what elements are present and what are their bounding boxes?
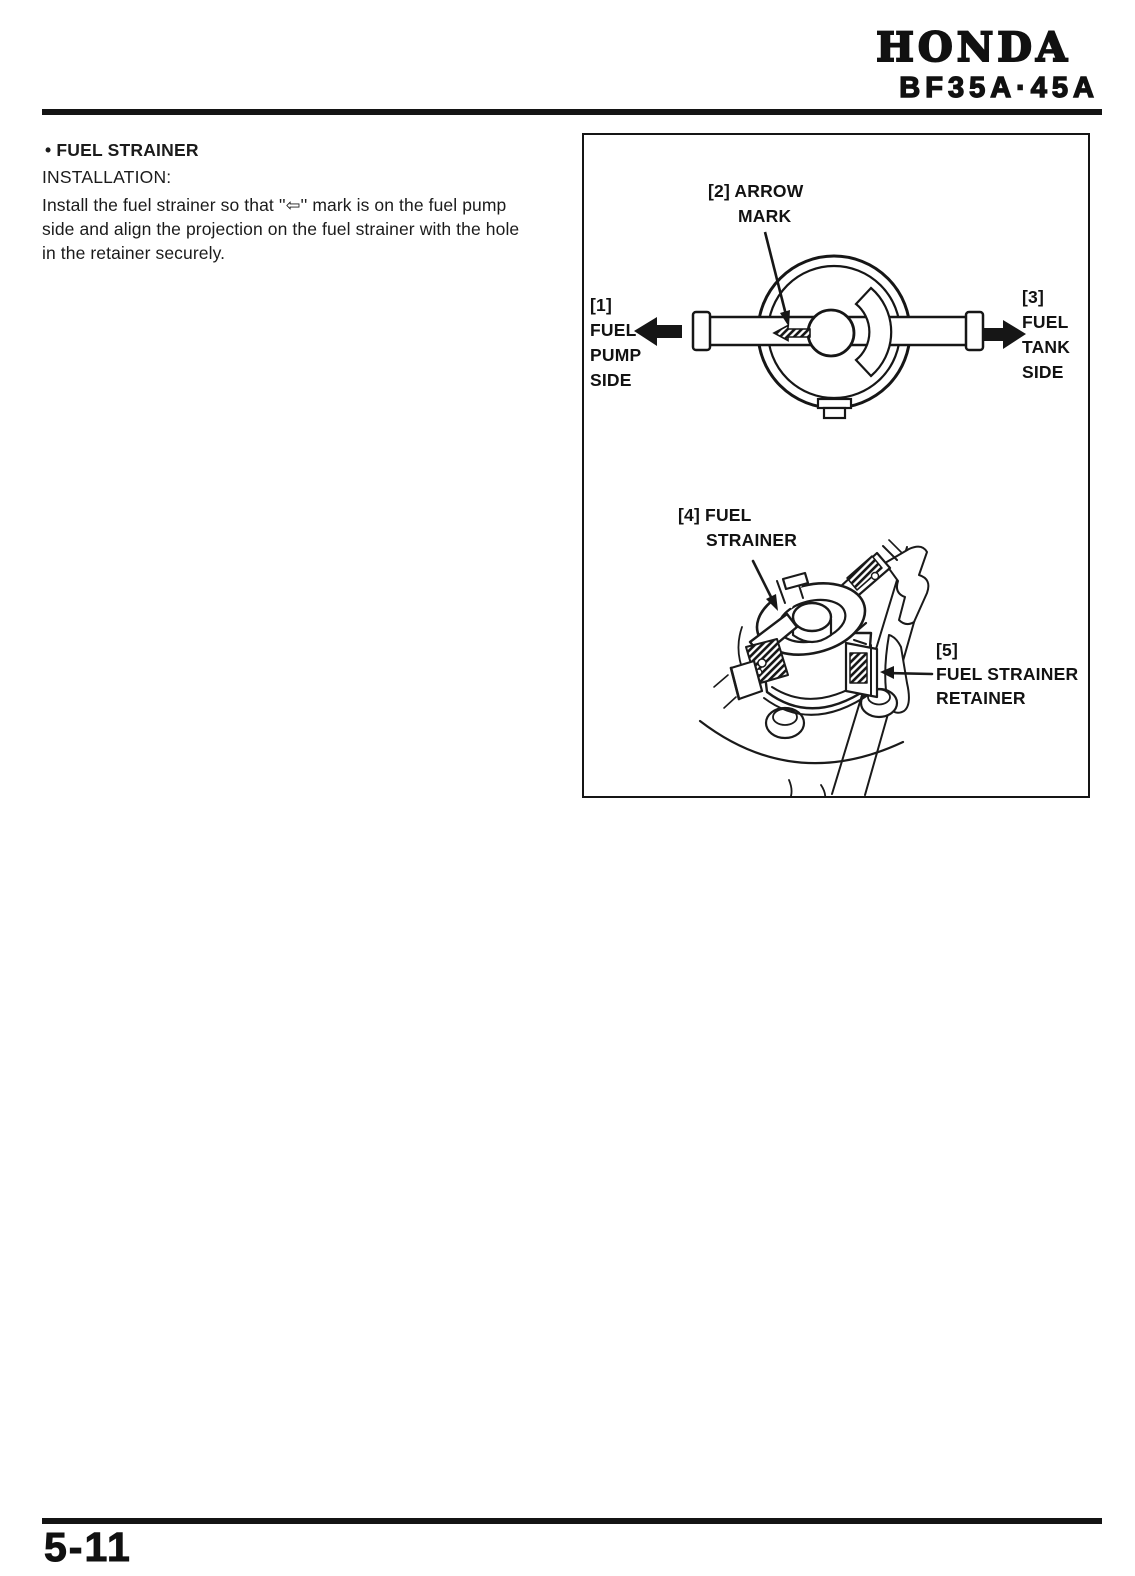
figure-box bbox=[582, 133, 1090, 798]
label-line: MARK bbox=[738, 206, 792, 226]
page-number: 5-11 bbox=[44, 1524, 132, 1570]
label-line: FUEL bbox=[590, 320, 637, 340]
label-line: [2] ARROW bbox=[708, 181, 804, 201]
fuel-strainer-installed-view-diagram bbox=[700, 540, 932, 796]
honda-logo: HONDA bbox=[876, 24, 1071, 71]
paragraph-line: Install the fuel strainer so that ''⇦'' mark is on the fuel pump bbox=[42, 195, 507, 215]
paragraph-line: in the retainer securely. bbox=[42, 243, 226, 263]
label-line: FUEL STRAINER bbox=[936, 664, 1079, 684]
instruction-text-block bbox=[42, 140, 582, 265]
label-line: [3] bbox=[1022, 287, 1044, 307]
paragraph-line: side and align the projection on the fuel strainer with the hole bbox=[42, 219, 520, 239]
label-line: SIDE bbox=[1022, 362, 1064, 382]
label-line: FUEL bbox=[1022, 312, 1069, 332]
model-designation: BF35A·45A bbox=[899, 72, 1099, 104]
label-line: TANK bbox=[1022, 337, 1071, 357]
header-rule bbox=[42, 109, 1102, 115]
strainer-tab bbox=[818, 399, 851, 408]
fuel-strainer-retainer bbox=[846, 640, 877, 697]
section-title: • FUEL STRAINER bbox=[45, 140, 199, 160]
label-arrow-mark bbox=[708, 179, 803, 229]
label-fuel-pump-side bbox=[590, 293, 641, 393]
label4-leader-arrow bbox=[753, 561, 778, 611]
label-fuel-strainer bbox=[678, 503, 797, 553]
label-fuel-strainer-retainer bbox=[936, 638, 1078, 710]
footer-rule bbox=[42, 1518, 1102, 1524]
label-line: [4] FUEL bbox=[678, 505, 752, 525]
label-line: PUMP bbox=[590, 345, 642, 365]
label-line: STRAINER bbox=[706, 530, 798, 550]
label-line: [5] bbox=[936, 640, 958, 660]
fuel-strainer-top-view-diagram bbox=[634, 232, 1026, 418]
label-fuel-tank-side bbox=[1022, 285, 1070, 385]
installation-paragraph bbox=[42, 193, 582, 265]
installation-subtitle: INSTALLATION: bbox=[42, 167, 172, 187]
label-line: SIDE bbox=[590, 370, 632, 390]
label-line: [1] bbox=[590, 295, 612, 315]
fuel-tank-direction-arrow-icon bbox=[982, 320, 1026, 349]
label-line: RETAINER bbox=[936, 688, 1026, 708]
